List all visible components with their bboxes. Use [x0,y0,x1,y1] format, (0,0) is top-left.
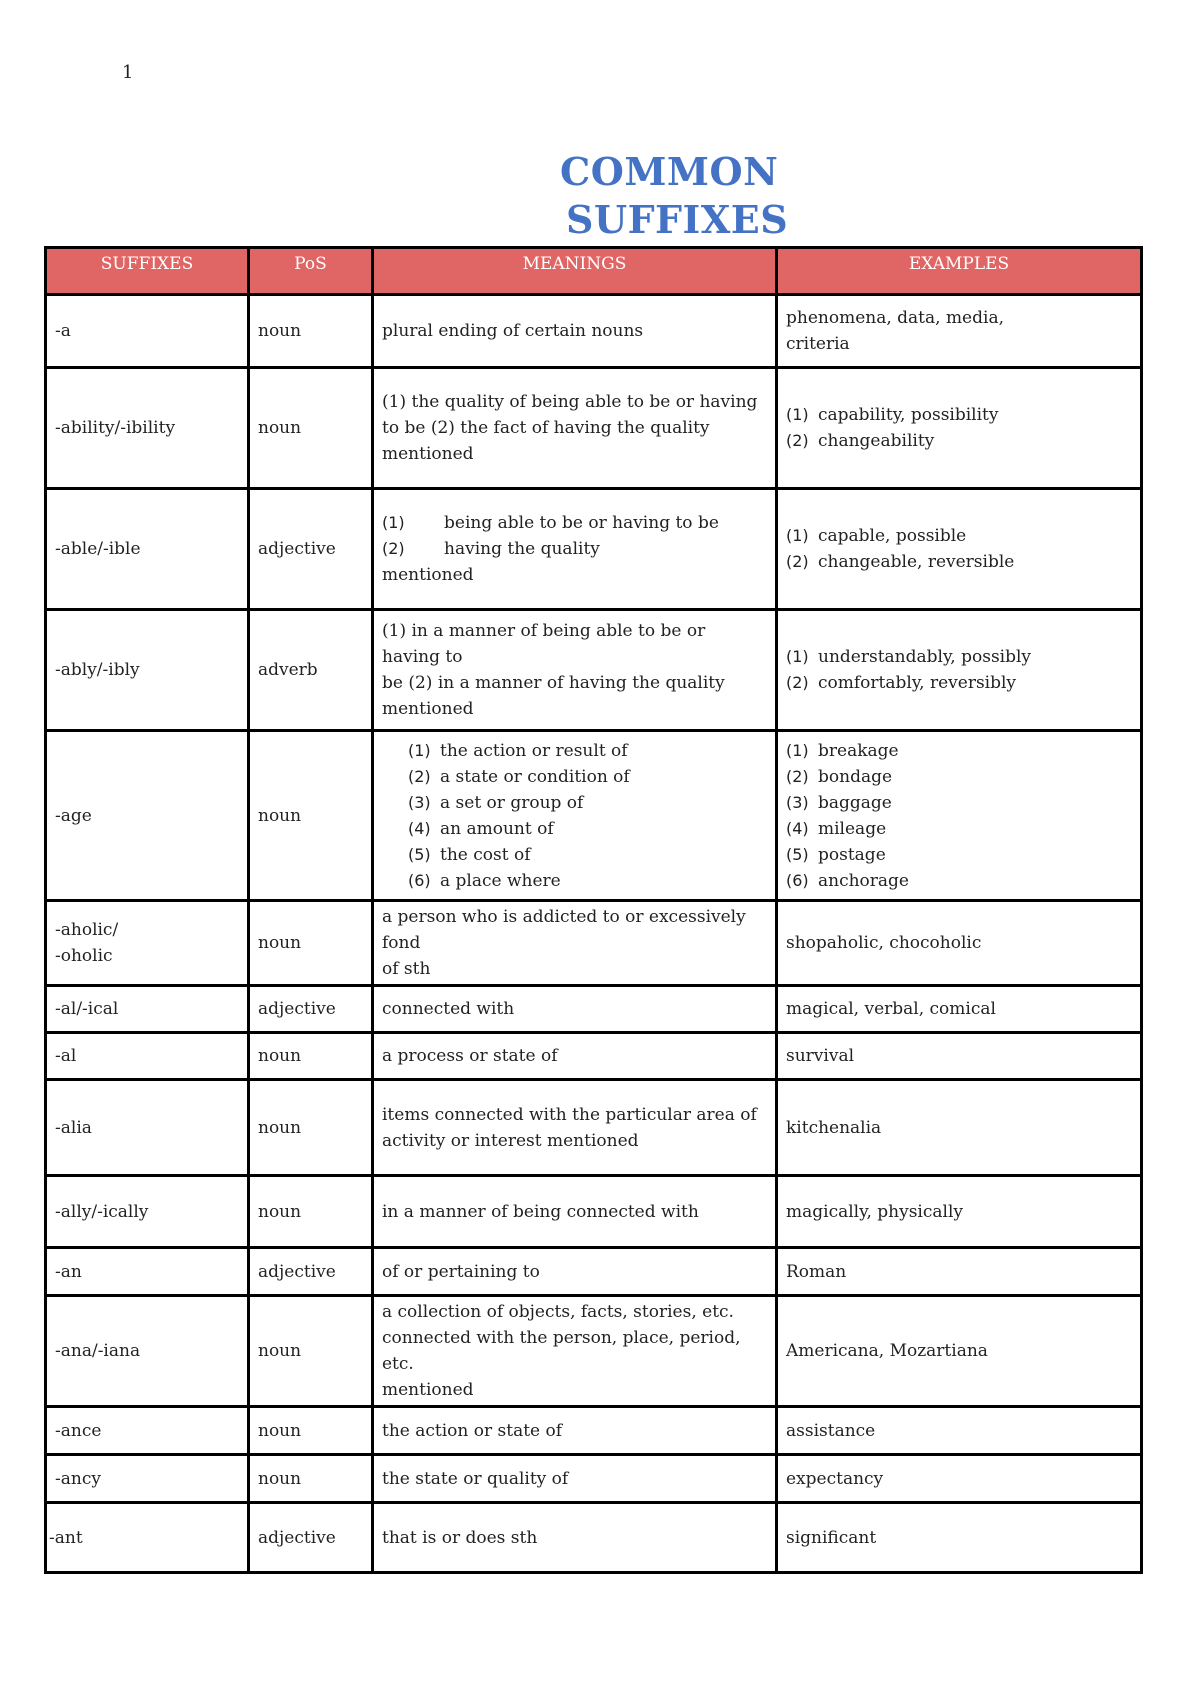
examples-cell [777,368,1142,489]
examples-cell: phenomena, data, media, criteria [777,295,1142,368]
examples-cell: shopaholic, chocoholic [777,901,1142,986]
meaning-cell: plural ending of certain nouns [373,295,777,368]
list-item: (2) having the quality [382,539,600,559]
meaning-cell: a collection of objects, facts, stories, etc. connected with the person, place, period, etc. mentioned [373,1296,777,1407]
pos-cell: adjective [249,489,373,610]
list-item: (6) a place where [408,870,561,891]
suffix-cell: -ant [46,1503,249,1573]
table-row [46,368,1142,489]
page-title-line-1: COMMON [560,149,779,194]
suffix-cell: -al/-ical [46,986,249,1033]
list-item: (6) anchorage [786,870,909,891]
suffix-cell: -age [46,731,249,901]
examples-cell: significant [777,1503,1142,1573]
meaning-cell: the action or state of [373,1407,777,1455]
pos-cell: adjective [249,986,373,1033]
table-row [46,1296,1142,1407]
meaning-cell: that is or does sth [373,1503,777,1573]
pos-cell: noun [249,731,373,901]
table-row [46,610,1142,731]
list-item: (1) breakage [786,740,899,761]
suffix-cell: -ancy [46,1455,249,1503]
list-item: (2) changeability [786,431,935,451]
examples-cell: Americana, Mozartiana [777,1296,1142,1407]
meaning-cell: the state or quality of [373,1455,777,1503]
table-row [46,986,1142,1033]
pos-cell: noun [249,1455,373,1503]
suffix-cell: -ally/-ically [46,1176,249,1248]
suffix-cell: -ana/-iana [46,1296,249,1407]
header-meanings: MEANINGS [373,248,777,295]
table-row [46,489,1142,610]
page-title-line-2: SUFFIXES [566,197,789,242]
examples-list [786,523,1132,575]
examples-cell: survival [777,1033,1142,1080]
header-examples: EXAMPLES [777,248,1142,295]
page-title [560,148,880,244]
list-item: (5) postage [786,844,886,865]
meaning-cell: (1) the quality of being able to be or having to be (2) the fact of having the quality mentioned [373,368,777,489]
examples-cell: expectancy [777,1455,1142,1503]
table-row [46,731,1142,901]
table-row [46,1455,1142,1503]
list-item: (3) baggage [786,792,892,813]
table-row [46,901,1142,986]
examples-cell [777,610,1142,731]
suffix-cell: -ably/-ibly [46,610,249,731]
suffix-cell: -ance [46,1407,249,1455]
suffix-cell: -alia [46,1080,249,1176]
pos-cell: noun [249,1407,373,1455]
table-row [46,1407,1142,1455]
examples-cell: assistance [777,1407,1142,1455]
pos-cell: noun [249,1080,373,1176]
table-row [46,1080,1142,1176]
suffix-cell: -ability/-ibility [46,368,249,489]
header-suffixes: SUFFIXES [46,248,249,295]
table-row [46,1248,1142,1296]
pos-cell: noun [249,1296,373,1407]
examples-cell: magically, physically [777,1176,1142,1248]
examples-list [786,738,1132,894]
meaning-cell: connected with [373,986,777,1033]
pos-cell: adjective [249,1248,373,1296]
meaning-list [382,738,767,894]
list-item: (4) mileage [786,818,887,839]
pos-cell: noun [249,1176,373,1248]
meaning-cell: a process or state of [373,1033,777,1080]
suffix-cell: -a [46,295,249,368]
suffix-table [44,246,1143,1574]
table-row [46,1033,1142,1080]
meaning-cell: in a manner of being connected with [373,1176,777,1248]
table-row [46,1503,1142,1573]
examples-list [786,644,1132,696]
examples-cell: Roman [777,1248,1142,1296]
examples-cell: magical, verbal, comical [777,986,1142,1033]
pos-cell: adjective [249,1503,373,1573]
pos-cell: noun [249,1033,373,1080]
suffix-cell: -an [46,1248,249,1296]
list-item: (4) an amount of [408,818,554,839]
meaning-tail: mentioned [382,565,474,585]
table-row [46,1176,1142,1248]
pos-cell: adverb [249,610,373,731]
examples-list [786,402,1132,454]
list-item: (1) capability, possibility [786,405,999,425]
table-row [46,295,1142,368]
pos-cell: noun [249,368,373,489]
list-item: (1) capable, possible [786,526,967,546]
suffix-cell: -aholic/ -oholic [46,901,249,986]
suffix-cell: -al [46,1033,249,1080]
list-item: (2) changeable, reversible [786,552,1015,572]
list-item: (2) a state or condition of [408,766,630,787]
meaning-cell [373,489,777,610]
examples-cell [777,489,1142,610]
meaning-list [382,510,767,562]
pos-cell: noun [249,295,373,368]
examples-cell: kitchenalia [777,1080,1142,1176]
table-header-row [46,248,1142,295]
list-item: (1) being able to be or having to be [382,513,719,533]
list-item: (1) the action or result of [408,740,628,761]
meaning-cell: of or pertaining to [373,1248,777,1296]
list-item: (3) a set or group of [408,792,584,813]
list-item: (2) comfortably, reversibly [786,673,1017,693]
meaning-cell: items connected with the particular area of activity or interest mentioned [373,1080,777,1176]
suffix-cell: -able/-ible [46,489,249,610]
meaning-cell: a person who is addicted to or excessively fond of sth [373,901,777,986]
header-pos: PoS [249,248,373,295]
pos-cell: noun [249,901,373,986]
list-item: (5) the cost of [408,844,531,865]
examples-cell [777,731,1142,901]
meaning-cell: (1) in a manner of being able to be or having to be (2) in a manner of having the quality mentioned [373,610,777,731]
list-item: (1) understandably, possibly [786,647,1032,667]
list-item: (2) bondage [786,766,893,787]
page-number: 1 [122,62,134,83]
meaning-cell [373,731,777,901]
